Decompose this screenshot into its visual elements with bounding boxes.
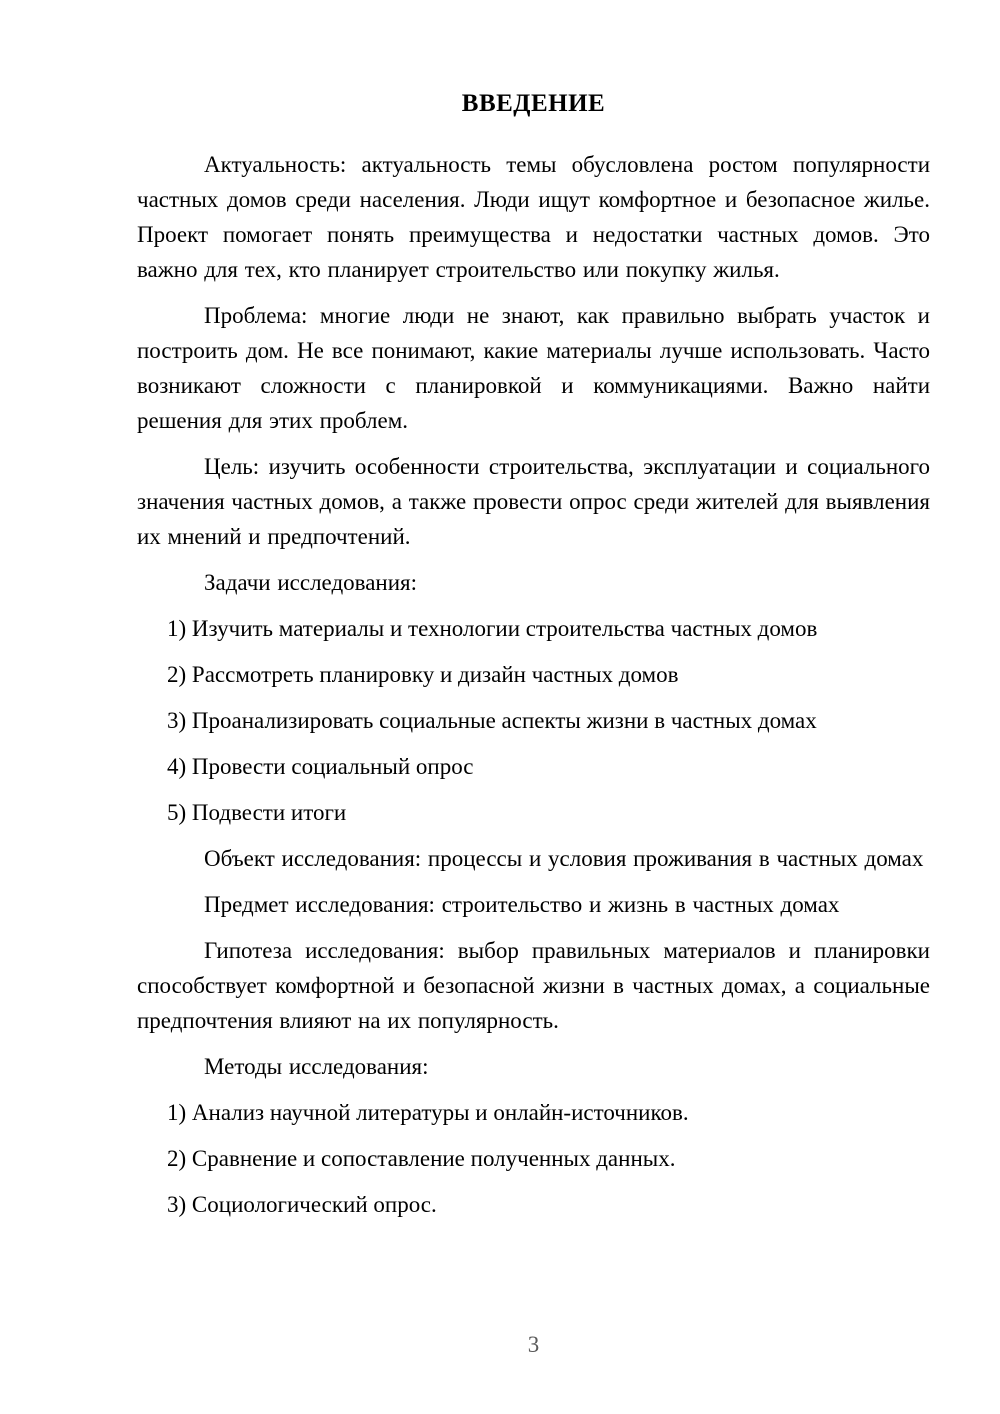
paragraph-subject: Предмет исследования: строительство и жизнь в частных домах: [204, 892, 840, 917]
list-item-text: Провести социальный опрос: [191, 754, 474, 779]
list-marker: 1): [167, 1100, 187, 1125]
document-page: [137, 86, 930, 1233]
page-title: ВВЕДЕНИЕ: [461, 90, 606, 117]
tasks-heading: Задачи исследования:: [204, 570, 418, 595]
list-marker: 3): [167, 708, 187, 733]
list-marker: 4): [167, 754, 187, 779]
method-list-item: [167, 1095, 930, 1130]
task-list-item: [167, 795, 930, 830]
page-number: 3: [527, 1332, 540, 1357]
list-item-text: Рассмотреть планировку и дизайн частных домов: [191, 662, 679, 687]
list-marker: 5): [167, 800, 187, 825]
list-item-text: Проанализировать социальные аспекты жизни в частных домах: [191, 708, 817, 733]
task-list-item: [167, 749, 930, 784]
task-list-item: [167, 703, 930, 738]
list-item-text: Анализ научной литературы и онлайн-источников.: [191, 1100, 689, 1125]
paragraph-problem: Проблема: многие люди не знают, как правильно выбрать участок и построить дом. Не все понимают, какие материалы лучше использовать. Часто возникают сложности с планировкой и коммуникациями. Важно найти решения для этих проблем.: [137, 303, 930, 433]
paragraph-hypothesis: Гипотеза исследования: выбор правильных материалов и планировки способствует комфортной и безопасной жизни в частных домах, а социальные предпочтения влияют на их популярность.: [137, 938, 930, 1033]
methods-heading: Методы исследования:: [204, 1054, 429, 1079]
paragraph-actuality: Актуальность: актуальность темы обусловлена ростом популярности частных домов среди населения. Люди ищут комфортное и безопасное жилье. Проект помогает понять преимущества и недостатки частных домов. Это важно для тех, кто планирует строительство или покупку жилья.: [137, 152, 930, 282]
paragraph-object: Объект исследования: процессы и условия проживания в частных домах: [204, 846, 924, 871]
list-item-text: Изучить материалы и технологии строительства частных домов: [191, 616, 818, 641]
list-marker: 1): [167, 616, 187, 641]
list-item-text: Социологический опрос.: [191, 1192, 437, 1217]
task-list-item: [167, 657, 930, 692]
task-list-item: [167, 611, 930, 646]
list-marker: 3): [167, 1192, 187, 1217]
list-item-text: Подвести итоги: [191, 800, 347, 825]
list-marker: 2): [167, 1146, 187, 1171]
paragraph-goal: Цель: изучить особенности строительства, эксплуатации и социального значения частных домов, а также провести опрос среди жителей для выявления их мнений и предпочтений.: [137, 454, 930, 549]
list-item-text: Сравнение и сопоставление полученных данных.: [191, 1146, 676, 1171]
list-marker: 2): [167, 662, 187, 687]
method-list-item: [167, 1141, 930, 1176]
method-list-item: [167, 1187, 930, 1222]
